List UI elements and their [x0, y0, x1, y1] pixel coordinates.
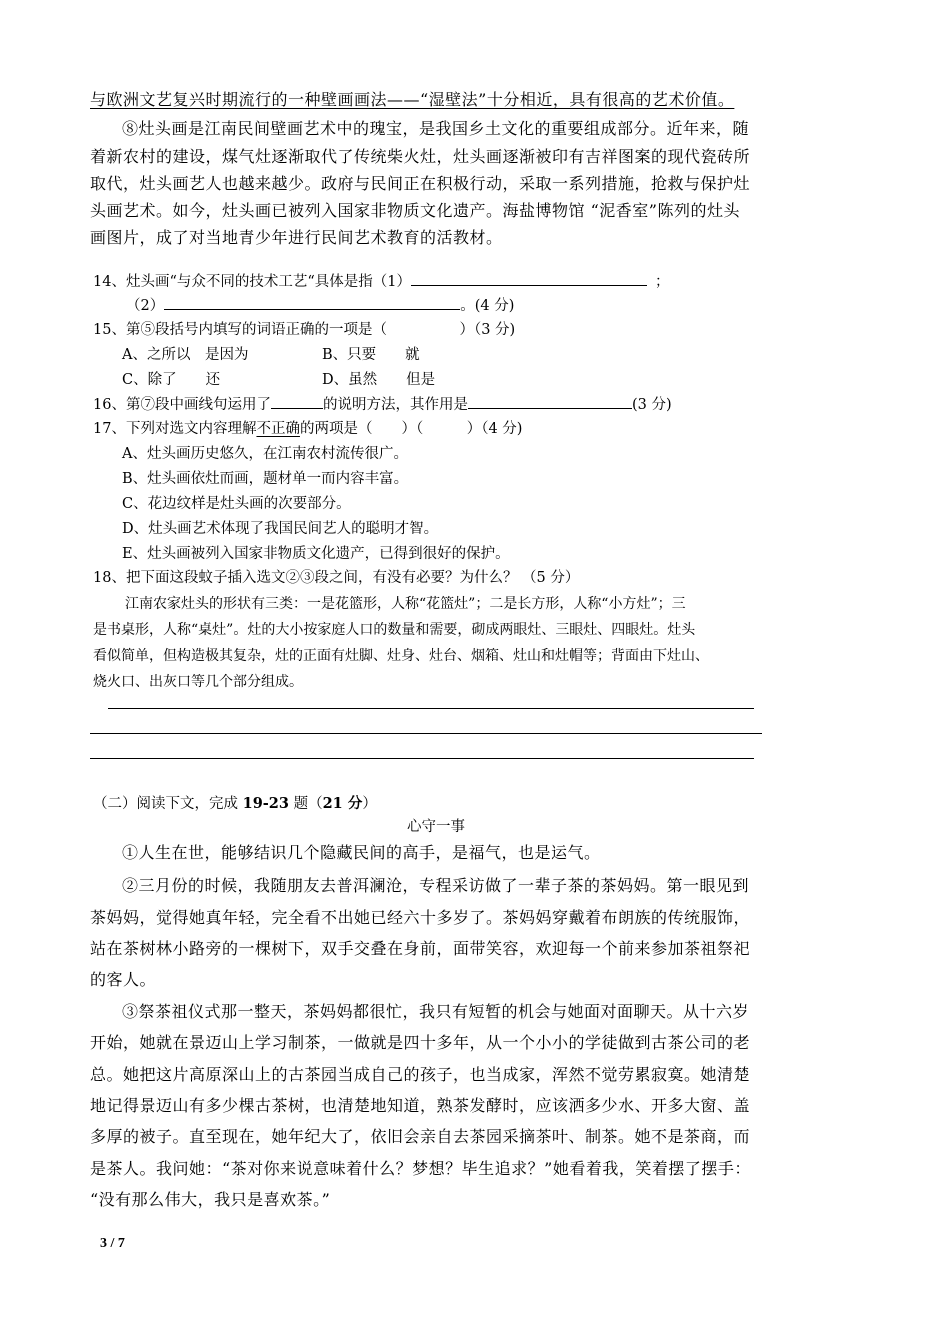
q15-option-a: A、之所以 是因为 — [122, 347, 249, 363]
q18-answer-line-1[interactable] — [108, 708, 754, 709]
q14-answer-blank-1[interactable] — [411, 271, 647, 286]
article-para-2-line-2: 茶妈妈，觉得她真年轻，完全看不出她已经六十多岁了。茶妈妈穿戴着布朗族的传统服饰， — [90, 908, 751, 927]
section2-heading-mid: 题（ — [288, 796, 323, 812]
q17-line — [93, 417, 522, 438]
article-para-3-line-4: 地记得景迈山有多少棵古茶树，也清楚地知道，熟茶发酵时，应该洒多少水、开多大窗、盖 — [90, 1096, 751, 1115]
article-title: 心守一事 — [407, 819, 465, 835]
q17-stem-end: 的两项是（ ）（ ）（4 分) — [299, 421, 523, 437]
q18-answer-line-2[interactable] — [90, 733, 762, 734]
q14-score: 。(4 分) — [460, 298, 515, 314]
section2-heading — [93, 792, 377, 813]
para8-line-2: 着新农村的建设，煤气灶逐渐取代了传统柴火灶，灶头画逐渐被印有吉祥图案的现代瓷砖所 — [90, 147, 751, 166]
q18-stem: 18、把下面这段蚊子插入选文②③段之间，有没有必要？为什么？ （5 分） — [93, 570, 580, 586]
q18-answer-line-3[interactable] — [90, 758, 754, 759]
q14-line-2 — [126, 294, 514, 315]
q17-option-a: A、灶头画历史悠久，在江南农村流传很广。 — [122, 446, 408, 462]
article-para-3-line-1: ③祭茶祖仪式那一整天，茶妈妈都很忙，我只有短暂的机会与她面对面聊天。从十六岁 — [122, 1002, 750, 1021]
q17-stem: 17、下列对选文内容理解 — [93, 421, 257, 437]
q18-insert-line-2: 是书桌形，人称“桌灶”。灶的大小按家庭人口的数量和需要，砌成两眼灶、三眼灶、四眼灶。灶头 — [93, 622, 696, 638]
q15-stem: 15、第⑤段括号内填写的词语正确的一项是（ ）（3 分) — [93, 322, 516, 338]
article-para-3-line-3: 总。她把这片高原深山上的古茶园当成自己的孩子，也当成家，浑然不觉劳累寂寞。她清楚 — [90, 1065, 751, 1084]
article-para-3-line-7: “没有那么伟大，我只是喜欢茶。” — [90, 1190, 331, 1209]
q16-stem: 16、第⑦段中画线句运用了 — [93, 397, 271, 413]
q17-emphasis: 不正确 — [256, 421, 300, 437]
section2-question-range: 19-23 — [242, 795, 289, 812]
q14-line-1 — [93, 270, 670, 291]
q18-insert-line-4: 烧火口、出灰口等几个部分组成。 — [93, 674, 303, 690]
article-para-2-line-4: 的客人。 — [90, 970, 157, 989]
section2-heading-text: （二）阅读下文，完成 — [93, 796, 243, 812]
q16-answer-blank-2[interactable] — [468, 394, 632, 409]
para8-line-5: 画图片，成了对当地青少年进行民间艺术教育的活教材。 — [90, 228, 503, 247]
q16-score: (3 分) — [631, 397, 672, 413]
q17-option-e: E、灶头画被列入国家非物质文化遗产，已得到很好的保护。 — [122, 546, 510, 562]
q14-stem: 14、灶头画“与众不同的技术工艺“具体是指（1） — [93, 274, 411, 290]
q14-part2-label: （2） — [126, 298, 165, 314]
q18-insert-line-1: 江南农家灶头的形状有三类：一是花篮形，人称“花篮灶”；二是长方形，人称“小方灶”；三 — [125, 596, 686, 612]
q15-option-b: B、只要 就 — [322, 347, 420, 363]
q17-option-c: C、花边纹样是灶头画的次要部分。 — [122, 496, 351, 512]
passage-underlined-line: 与欧洲文艺复兴时期流行的一种壁画画法——“湿壁法”十分相近，具有很高的艺术价值。 — [90, 90, 735, 109]
q17-option-b: B、灶头画依灶而画，题材单一而内容丰富。 — [122, 471, 409, 487]
article-para-3-line-6: 是茶人。我问她：“茶对你来说意味着什么？梦想？毕生追求？”她看着我，笑着摆了摆手： — [90, 1159, 751, 1178]
article-para-2-line-1: ②三月份的时候，我随朋友去普洱澜沧，专程采访做了一辈子茶的茶妈妈。第一眼见到 — [122, 876, 750, 895]
article-para-3-line-2: 开始，她就在景迈山上学习制茶，一做就是四十多年，从一个小小的学徒做到古茶公司的老 — [90, 1033, 751, 1052]
para8-line-4: 头画艺术。如今，灶头画已被列入国家非物质文化遗产。海盐博物馆 “泥香室”陈列的灶头 — [90, 201, 740, 220]
q16-stem-mid: 的说明方法，其作用是 — [322, 397, 468, 413]
q14-answer-blank-2[interactable] — [164, 295, 460, 310]
article-para-2-line-3: 站在茶树林小路旁的一棵树下，双手交叠在身前，面带笑容，欢迎每一个前来参加茶祖祭祀 — [90, 939, 751, 958]
para8-line-1: ⑧灶头画是江南民间壁画艺术中的瑰宝，是我国乡土文化的重要组成部分。近年来，随 — [122, 119, 750, 138]
article-para-1: ①人生在世，能够结识几个隐藏民间的高手，是福气，也是运气。 — [122, 843, 601, 862]
q15-option-c: C、除了 还 — [122, 372, 221, 388]
q15-option-d: D、虽然 但是 — [322, 372, 436, 388]
q14-semicolon: ； — [655, 274, 670, 290]
q18-insert-line-3: 看似简单，但构造极其复杂，灶的正面有灶脚、灶身、灶台、烟箱、灶山和灶帽等；背面由下灶山、 — [93, 648, 709, 664]
page-number: 3 / 7 — [100, 1236, 125, 1251]
q16-answer-blank-1[interactable] — [271, 394, 323, 409]
q16-line — [93, 393, 672, 414]
article-para-3-line-5: 多厚的被子。直至现在，她年纪大了，依旧会亲自去茶园采摘茶叶、制茶。她不是茶商，而 — [90, 1127, 751, 1146]
section2-score: 21 分 — [322, 795, 363, 812]
q17-option-d: D、灶头画艺术体现了我国民间艺人的聪明才智。 — [122, 521, 439, 537]
section2-heading-end: ） — [362, 796, 377, 812]
para8-line-3: 取代，灶头画艺人也越来越少。政府与民间正在积极行动，采取一系列措施，抢救与保护灶 — [90, 174, 751, 193]
